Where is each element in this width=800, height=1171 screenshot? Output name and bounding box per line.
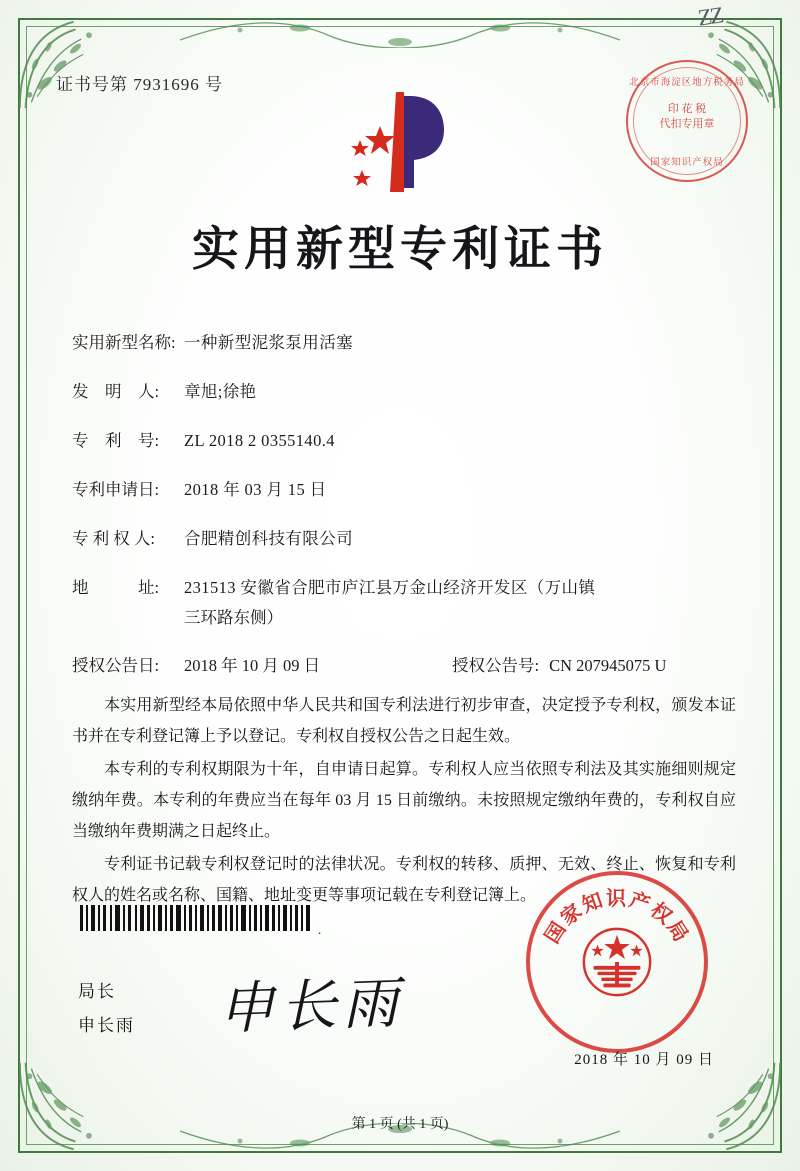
handwritten-page-mark: ZZ <box>696 2 724 31</box>
barcode <box>80 905 312 931</box>
grant-date-value: 2018 年 10 月 09 日 <box>184 656 321 675</box>
field-label: 发 明 人: <box>72 382 160 401</box>
seal-date: 2018 年 10 月 09 日 <box>574 1052 714 1068</box>
tax-stamp-arc-top: 北京市海淀区地方税务局 <box>629 78 745 88</box>
field-value: ZL 2018 2 0355140.4 <box>184 431 335 450</box>
svg-text:国家知识产权局: 国家知识产权局 <box>539 886 695 948</box>
page-title: 实用新型专利证书 <box>192 222 608 277</box>
certificate-number: 证书号第 7931696 号 <box>56 75 223 94</box>
director-handwritten-signature: 申长雨 <box>217 970 406 1043</box>
field-row <box>72 428 736 454</box>
field-label: 专利申请日: <box>72 480 160 499</box>
tax-office-stamp <box>626 60 748 182</box>
tax-stamp-mid-line1: 印 花 税 <box>667 103 707 115</box>
field-row <box>72 379 736 405</box>
field-value: 2018 年 03 月 15 日 <box>184 480 327 499</box>
field-value: 一种新型泥浆泵用活塞 <box>184 333 353 352</box>
field-row <box>72 330 736 356</box>
field-value: 231513 安徽省合肥市庐江县万金山经济开发区（万山镇 <box>184 578 596 597</box>
field-value: 章旭;徐艳 <box>184 382 257 401</box>
director-role-label: 局长 <box>78 982 116 1001</box>
national-emblem-icon <box>578 923 656 1001</box>
field-value-continued: 三环路东侧） <box>184 608 283 627</box>
page-footer: 第 1 页 (共 1 页) <box>351 1117 449 1132</box>
field-label: 专 利 权 人: <box>72 529 155 548</box>
barcode-marker: . <box>318 922 322 937</box>
grant-number-value: CN 207945075 U <box>549 656 667 675</box>
paragraph: 本专利的专利权期限为十年，自申请日起算。专利权人应当依照专利法及其实施细则规定缴纳年费。本专利的年费应当在每年 03 月 15 日前缴纳。未按照规定缴纳年费的，专利权自应当缴纳年费期满之日起终止。 <box>72 761 736 840</box>
field-label: 实用新型名称: <box>72 333 176 352</box>
field-list <box>72 330 736 693</box>
grant-number-label: 授权公告号: <box>452 656 540 675</box>
director-name-label: 申长雨 <box>78 1016 135 1035</box>
grant-row <box>72 653 736 679</box>
paragraph: 本实用新型经本局依照中华人民共和国专利法进行初步审查，决定授予专利权，颁发本证书并在专利登记簿上予以登记。专利权自授权公告之日起生效。 <box>72 697 736 745</box>
field-row <box>72 477 736 503</box>
field-label: 专 利 号: <box>72 431 160 450</box>
edge-ornament-icon <box>180 14 620 48</box>
field-value: 合肥精创科技有限公司 <box>184 529 353 548</box>
tax-stamp-mid-line2: 代扣专用章 <box>659 118 715 130</box>
official-seal-stamp <box>526 871 708 1053</box>
corner-ornament-icon <box>16 16 112 112</box>
field-row <box>72 575 736 601</box>
field-label: 地 址: <box>72 578 160 597</box>
field-row <box>72 526 736 552</box>
tax-stamp-arc-bottom: 国家知识产权局 <box>650 158 724 168</box>
paragraph: 专利证书记载专利权登记时的法律状况。专利权的转移、质押、无效、终止、恢复和专利权人的姓名或名称、国籍、地址变更等事项记载在专利登记簿上。 <box>72 856 736 904</box>
cnipa-logo-icon <box>340 82 470 202</box>
signature-labels <box>78 975 135 1043</box>
corner-ornament-icon <box>16 1059 112 1155</box>
grant-date-label: 授权公告日: <box>72 656 160 675</box>
corner-ornament-icon <box>688 1059 784 1155</box>
